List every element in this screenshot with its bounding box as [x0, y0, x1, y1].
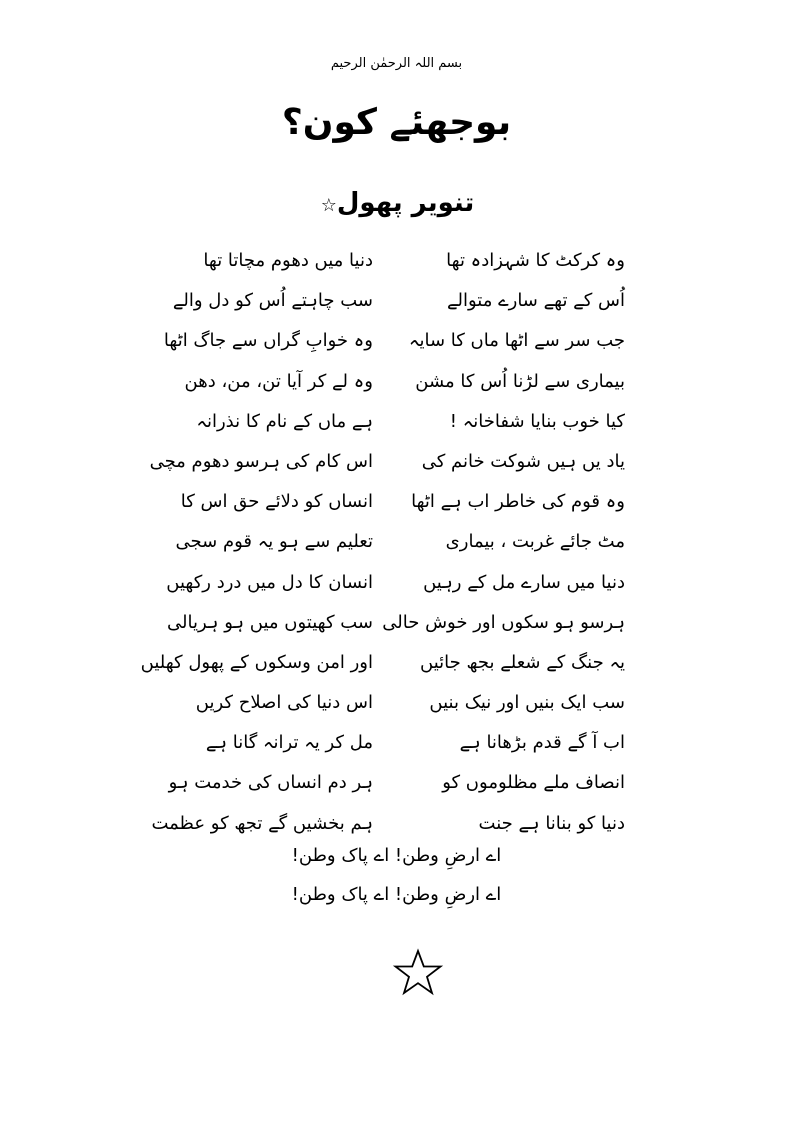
verse-row	[0, 608, 793, 648]
refrain-line: اے ارضِ وطن! اے پاک وطن!	[291, 884, 502, 905]
verse-second-half: تعلیم سے ہو یہ قوم سجی	[175, 531, 373, 553]
verse-first-half: دنیا میں سارے مل کے رہیں	[423, 571, 625, 593]
poem-title: بوجھئے کون؟	[281, 102, 512, 143]
verse-row	[0, 688, 793, 728]
verse-first-half: دنیا کو بنانا ہے جنت	[478, 812, 625, 834]
verse-first-half: اُس کے تھے سارے متوالے	[446, 290, 625, 312]
verse-first-half: بیماری سے لڑنا اُس کا مشن	[415, 370, 625, 392]
verse-second-half: ہر دم انساں کی خدمت ہو	[168, 772, 373, 794]
end-star-icon	[392, 948, 444, 996]
verse-second-half: اس دنیا کی اصلاح کریں	[195, 692, 373, 714]
verse-second-half: انساں کو دلائے حق اس کا	[180, 491, 373, 513]
verse-row	[0, 648, 793, 688]
author-name: تنویر پھول	[336, 188, 475, 218]
verse-second-half: سب کھیتوں میں ہو ہریالی	[167, 611, 373, 633]
verse-first-half: انصاف ملے مظلوموں کو	[442, 772, 625, 794]
verse-row	[0, 728, 793, 768]
verse-row	[0, 447, 793, 487]
verse-second-half: وہ خوابِ گراں سے جاگ اٹھا	[163, 330, 373, 352]
verse-second-half: اس کام کی ہرسو دھوم مچی	[149, 450, 373, 472]
verse-second-half: اور امن وسکوں کے پھول کھلیں	[140, 651, 373, 673]
author-line	[0, 188, 793, 218]
verse-row	[0, 809, 793, 849]
verse-second-half: ہم بخشیں گے تجھ کو عظمت	[151, 812, 373, 834]
star-icon: ☆	[320, 195, 337, 216]
verse-row	[0, 407, 793, 447]
verse-row	[0, 286, 793, 326]
verse-first-half: اب آ گے قدم بڑھانا ہے	[459, 732, 625, 754]
verse-first-half: ہرسو ہو سکوں اور خوش حالی	[382, 611, 625, 633]
verse-row	[0, 487, 793, 527]
verse-row	[0, 768, 793, 808]
verse-first-half: وہ کرکٹ کا شہزادہ تھا	[446, 250, 625, 271]
verse-first-half: کیا خوب بنایا شفاخانہ !	[449, 410, 625, 432]
verse-first-half: سب ایک بنیں اور نیک بنیں	[429, 692, 625, 714]
bismillah-heading: بسم اللہ الرحمٰن الرحیم	[330, 56, 463, 71]
verse-row	[0, 527, 793, 567]
verse-first-half: مٹ جائے غربت ، بیماری	[445, 531, 625, 553]
verse-first-half: یہ جنگ کے شعلے بجھ جائیں	[420, 651, 625, 673]
verse-first-half: وہ قوم کی خاطر اب ہے اٹھا	[411, 491, 625, 513]
verse-first-half: یاد یں ہیں شوکت خانم کی	[421, 450, 625, 472]
verse-second-half: انسان کا دل میں درد رکھیں	[166, 571, 373, 593]
verse-row	[0, 326, 793, 366]
verse-row	[0, 367, 793, 407]
verse-second-half: مل کر یہ ترانہ گانا ہے	[205, 732, 373, 754]
verse-second-half: دنیا میں دھوم مچاتا تھا	[203, 250, 373, 271]
verse-second-half: سب چاہتے اُس کو دل والے	[172, 290, 373, 312]
verse-list	[0, 246, 793, 849]
verse-second-half: ہے ماں کے نام کا نذرانہ	[196, 410, 373, 432]
refrain-line: اے ارضِ وطن! اے پاک وطن!	[291, 845, 502, 866]
verse-row	[0, 246, 793, 286]
verse-row	[0, 568, 793, 608]
verse-first-half: جب سر سے اٹھا ماں کا سایہ	[408, 330, 625, 352]
verse-second-half: وہ لے کر آیا تن، من، دھن	[184, 370, 373, 392]
